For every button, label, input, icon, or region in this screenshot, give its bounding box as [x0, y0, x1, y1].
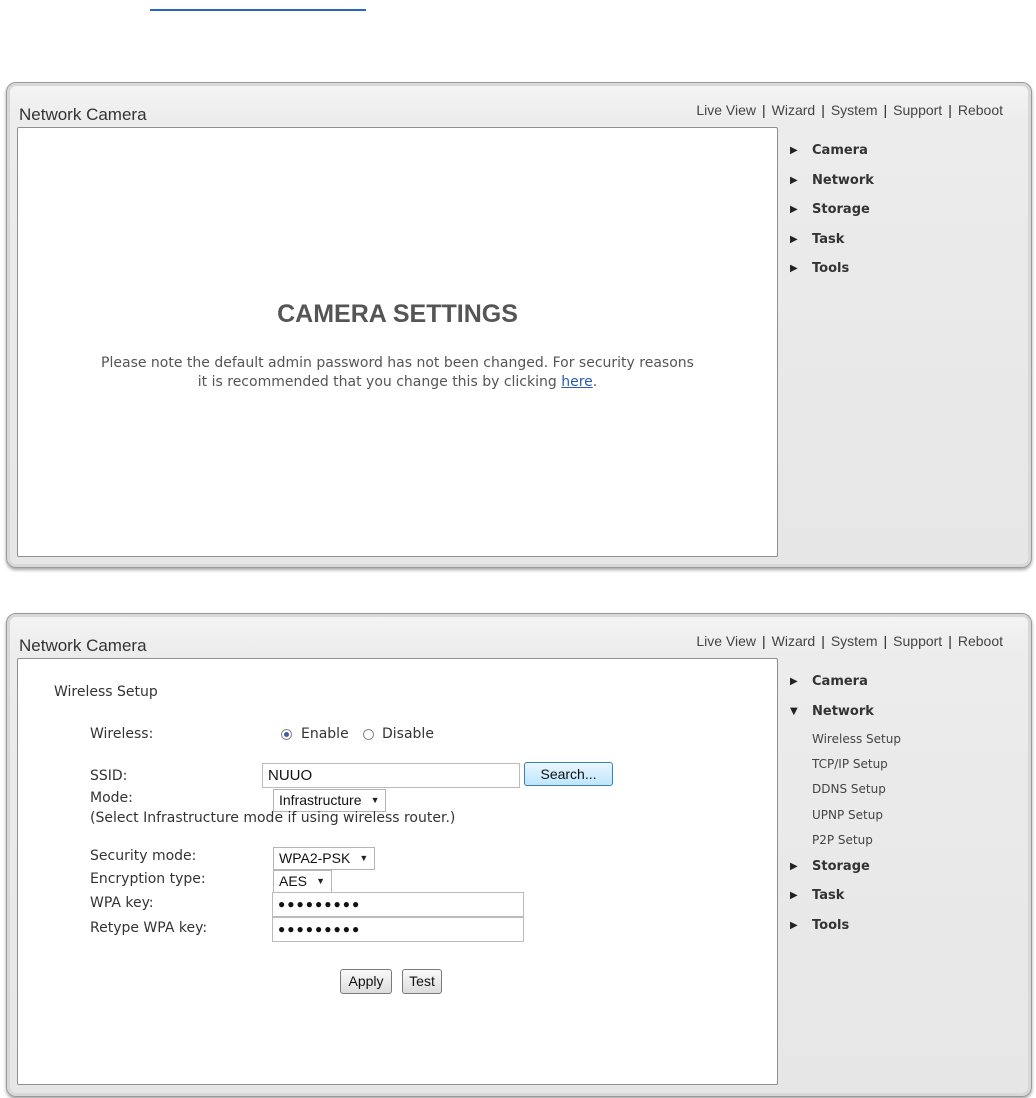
- sidebar-item-camera[interactable]: [790, 672, 1020, 702]
- panel-wireless-setup: [6, 613, 1032, 1097]
- retype-wpa-key-input[interactable]: ●●●●●●●●●: [272, 917, 524, 942]
- nav-reboot[interactable]: Reboot: [957, 102, 1003, 118]
- nav-support[interactable]: Support: [893, 633, 943, 649]
- change-password-link[interactable]: here: [561, 374, 593, 390]
- wireless-enable-radio[interactable]: [281, 729, 292, 740]
- sidebar-item-tools[interactable]: [790, 259, 1020, 289]
- mode-hint: (Select Infrastructure mode if using wireless router.): [90, 810, 456, 826]
- sidebar-item-network[interactable]: [790, 171, 1020, 201]
- sidebar-item-label: Tools: [812, 261, 850, 277]
- triangle-right-icon: ▶: [790, 204, 798, 216]
- password-warning: [58, 354, 737, 392]
- wireless-enable-label: Enable: [301, 726, 349, 742]
- nav-system[interactable]: System: [830, 102, 878, 118]
- sidebar-item-label: Network: [812, 703, 874, 719]
- ssid-label: SSID:: [90, 768, 128, 784]
- triangle-right-icon: ▶: [790, 174, 798, 186]
- nav-separator: |: [948, 102, 952, 118]
- sidebar-item-storage[interactable]: [790, 857, 1020, 887]
- nav-reboot[interactable]: Reboot: [957, 633, 1003, 649]
- panel-camera-settings: [6, 82, 1032, 568]
- content-area: [17, 658, 778, 1085]
- nav-separator: |: [821, 633, 825, 649]
- nav-support[interactable]: Support: [893, 102, 943, 118]
- sidebar-subitem-tcpip-setup[interactable]: TCP/IP Setup: [812, 756, 888, 771]
- warning-period: .: [592, 374, 598, 390]
- camera-settings-title: CAMERA SETTINGS: [277, 300, 518, 328]
- encryption-type-label: Encryption type:: [90, 871, 206, 887]
- wireless-label: Wireless:: [90, 726, 154, 742]
- sidebar-menu: [790, 141, 1020, 289]
- retype-wpa-key-label: Retype WPA key:: [90, 920, 208, 936]
- top-link-underline[interactable]: [150, 0, 366, 11]
- triangle-right-icon: ▶: [790, 263, 798, 275]
- nav-wizard[interactable]: Wizard: [771, 102, 816, 118]
- security-mode-selected: WPA2-PSK: [279, 850, 351, 866]
- nav-separator: |: [883, 633, 888, 649]
- wpa-key-label: WPA key:: [90, 895, 154, 911]
- sidebar-subitem-ddns-setup[interactable]: DDNS Setup: [812, 782, 886, 797]
- nav-separator: |: [883, 102, 888, 118]
- encryption-type-select[interactable]: [273, 870, 332, 893]
- triangle-down-icon: ▼: [790, 705, 798, 717]
- sidebar-subitem-wireless-setup[interactable]: Wireless Setup: [812, 731, 901, 746]
- search-button[interactable]: Search...: [524, 762, 613, 786]
- warning-line1: Please note the default admin password has not been changed. For security reasons: [101, 355, 694, 371]
- sidebar-item-task[interactable]: [790, 886, 1020, 916]
- triangle-right-icon: ▶: [790, 860, 798, 872]
- warning-line2: it is recommended that you change this by clicking: [197, 374, 562, 390]
- security-mode-select[interactable]: [273, 847, 375, 870]
- sidebar-item-label: Task: [812, 888, 845, 904]
- nav-separator: |: [761, 102, 766, 118]
- top-nav: [696, 633, 1003, 649]
- nav-live-view[interactable]: Live View: [696, 102, 756, 118]
- wireless-setup-title: Wireless Setup: [54, 684, 158, 700]
- triangle-right-icon: ▶: [790, 676, 798, 687]
- sidebar-item-label: Storage: [812, 858, 870, 874]
- test-button[interactable]: Test: [402, 969, 442, 994]
- sidebar-item-label: Storage: [812, 202, 870, 218]
- nav-wizard[interactable]: Wizard: [771, 633, 816, 649]
- sidebar-subitem-p2p-setup[interactable]: P2P Setup: [812, 833, 873, 848]
- triangle-right-icon: ▶: [790, 233, 798, 245]
- triangle-right-icon: ▶: [790, 145, 798, 156]
- sidebar-item-storage[interactable]: [790, 200, 1020, 230]
- wpa-key-input[interactable]: ●●●●●●●●●: [272, 892, 524, 917]
- sidebar-item-label: Camera: [812, 674, 868, 689]
- sidebar-item-label: Task: [812, 231, 845, 247]
- sidebar-menu: [790, 672, 1020, 945]
- sidebar-item-label: Tools: [812, 917, 850, 933]
- nav-separator: |: [821, 102, 825, 118]
- nav-separator: |: [761, 633, 766, 649]
- apply-button[interactable]: Apply: [340, 969, 392, 994]
- brand-title: Network Camera: [19, 636, 147, 655]
- sidebar-item-task[interactable]: [790, 230, 1020, 260]
- sidebar-subitem-upnp-setup[interactable]: UPNP Setup: [812, 807, 883, 822]
- chevron-down-icon: ▼: [359, 853, 369, 863]
- encryption-type-selected: AES: [279, 873, 308, 889]
- sidebar-item-network[interactable]: [790, 702, 1020, 730]
- sidebar-item-label: Network: [812, 172, 874, 188]
- mode-label: Mode:: [90, 790, 133, 806]
- sidebar-item-tools[interactable]: [790, 916, 1020, 946]
- security-mode-label: Security mode:: [90, 848, 197, 864]
- nav-separator: |: [948, 633, 952, 649]
- nav-system[interactable]: System: [830, 633, 878, 649]
- sidebar-item-camera[interactable]: [790, 141, 1020, 171]
- chevron-down-icon: ▼: [370, 795, 380, 805]
- mode-selected: Infrastructure: [279, 792, 362, 808]
- content-area: [17, 127, 778, 557]
- triangle-right-icon: ▶: [790, 890, 798, 902]
- top-nav: [696, 102, 1003, 118]
- nav-live-view[interactable]: Live View: [696, 633, 756, 649]
- triangle-right-icon: ▶: [790, 919, 798, 931]
- mode-select[interactable]: [273, 789, 386, 812]
- ssid-input[interactable]: NUUO: [262, 763, 520, 788]
- sidebar-item-label: Camera: [812, 143, 868, 158]
- wireless-disable-radio[interactable]: [363, 729, 374, 740]
- chevron-down-icon: ▼: [316, 876, 326, 886]
- wireless-disable-label: Disable: [382, 726, 434, 742]
- brand-title: Network Camera: [19, 105, 147, 124]
